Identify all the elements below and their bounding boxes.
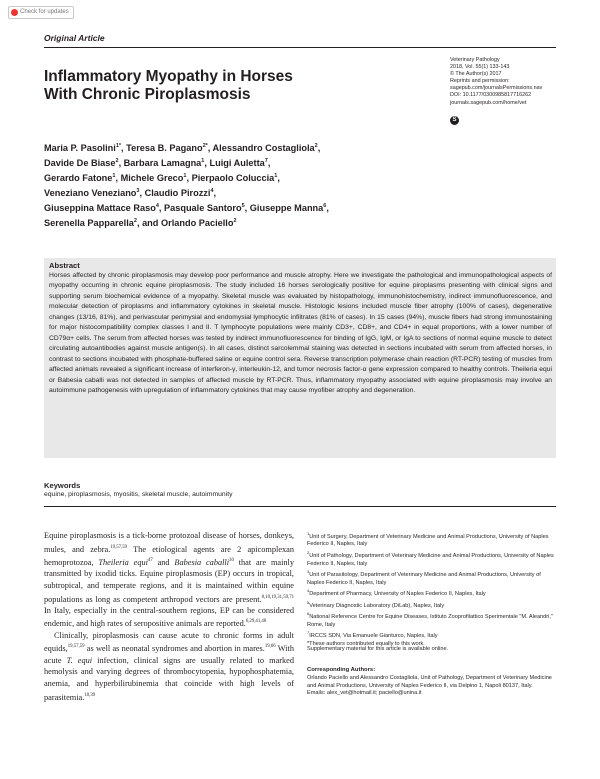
journal-home-link[interactable]: journals.sagepub.com/home/vet (450, 99, 527, 106)
author-sup: 2 (314, 143, 318, 149)
affiliation-7 (307, 629, 557, 640)
section-label: Original Article (44, 33, 105, 43)
species-name: Babesia caballi (174, 557, 230, 567)
text-run: The etiological agents are 2 apicomplexan hemoprotozoa, (44, 544, 294, 567)
aff-sup: 6 (307, 611, 310, 617)
corresponding-details (307, 675, 557, 698)
author[interactable]: Orlando Paciello (160, 218, 234, 229)
journal-info (450, 57, 580, 107)
abstract-heading: Abstract (49, 261, 80, 270)
text-run: that are mainly transmitted by ixodid ticks. Equine piroplasmosis (EP) occurs in tropical, subtropical, and temperate regions, and it is maintained within equine populations as long as competent arthropod vectors are present. (44, 557, 294, 604)
aff-sup: 1 (307, 531, 310, 536)
sage-logo-icon: S (450, 116, 459, 125)
title-line-2: With Chronic Piroplasmosis (44, 86, 251, 103)
author[interactable]: Davide De Biase (44, 158, 116, 169)
author-sup: 1 (112, 173, 116, 180)
author-sup: 1* (115, 143, 122, 149)
corresponding-heading: Corresponding Authors: (307, 667, 376, 673)
author-sup: 7 (264, 158, 268, 165)
equal-contribution-note: *These authors contributed equally to this work. (307, 640, 425, 647)
check-for-updates-badge[interactable] (8, 6, 74, 19)
citation[interactable]: 8,10,19,31,59,71 (261, 594, 294, 600)
affiliation-3 (307, 568, 557, 587)
journal-copyright: © The Author(s) 2017 (450, 71, 502, 78)
affiliations (307, 530, 557, 648)
author[interactable]: Giuseppina Mattace Raso (44, 203, 156, 214)
badge-label: Check for updates (20, 9, 69, 15)
author-sup: 2 (115, 158, 119, 165)
author-sup: 6 (323, 203, 327, 210)
affiliation-1 (307, 530, 557, 549)
author[interactable]: Claudio Pirozzi (144, 188, 211, 199)
body-paragraph-1 (44, 530, 294, 630)
corresponding-emails[interactable]: Emails: alex_vet@hotmail.it; paciello@unina.it (307, 690, 422, 697)
text-run: Equine piroplasmosis is a tick-borne protozoal disease of horses, donkeys, mules, and zebra. (44, 531, 294, 554)
species-name: T. equi (66, 655, 93, 665)
citation[interactable]: 19,66 (264, 644, 276, 650)
text-run: and (152, 557, 175, 567)
author[interactable]: Gerardo Fatone (44, 173, 113, 184)
affiliation-6 (307, 610, 557, 629)
author[interactable]: Alessandro Costagliola (212, 143, 315, 154)
text-run: In Italy, especially in the central-southern regions, EP can be considered endemic, and high rates of seropositive animals are reported. (44, 605, 294, 629)
aff-sup: 3 (307, 569, 310, 575)
aff-sup: 7 (307, 630, 310, 636)
author-sup: 2* (202, 143, 208, 149)
body-text (44, 530, 294, 703)
journal-doi[interactable]: DOI: 10.1177/0300985817716262 (450, 92, 532, 99)
text-run: as well as neonatal syndromes and abortion in mares. (84, 644, 265, 654)
corresponding-text: Orlando Paciello and Alessandro Costagliola, Unit of Pathology, Department of Veterinary Medicine and Animal Productions, University of Naples Federico II, via Delpino 1, Napoli 80137, Italy. (307, 675, 552, 689)
journal-permissions-link[interactable]: sagepub.com/journalsPermissions.nav (450, 85, 543, 92)
author[interactable]: Teresa B. Pagano (126, 143, 203, 154)
author[interactable]: Michele Greco (120, 173, 184, 184)
aff-text: Department of Pharmacy, University of Naples Federico II, Naples, Italy (309, 591, 486, 597)
author-conjunction: and (142, 218, 159, 229)
author[interactable]: Veneziano Veneziano (44, 188, 137, 199)
body-paragraph-2 (44, 630, 294, 703)
author-sup: 1 (183, 173, 187, 180)
aff-sup: 2 (307, 550, 310, 556)
author-sup: 2 (233, 218, 237, 225)
author-sup: 2 (133, 218, 137, 225)
author-sup: 1 (274, 173, 278, 180)
affiliation-5 (307, 599, 557, 610)
aff-sup: 5 (307, 599, 310, 605)
update-icon (11, 9, 18, 16)
keywords-heading: Keywords (44, 481, 81, 490)
author[interactable]: Giuseppe Manna (249, 203, 324, 214)
citation[interactable]: 19,57,59 (67, 644, 85, 650)
keywords-text: equine, piroplasmosis, myositis, skeletal muscle, autoimmunity (44, 491, 233, 498)
author[interactable]: Maria P. Pasolini (44, 143, 116, 154)
aff-text: Unit of Surgery, Department of Veterinary Medicine and Animal Productions, University of Naples Federico II, Naples, Italy (307, 533, 549, 548)
author[interactable]: Barbara Lamagna (123, 158, 202, 169)
author[interactable]: Pasquale Santoro (163, 203, 242, 214)
author-sup: 1 (201, 158, 205, 165)
aff-text: Veterinary Diagnostic Laboratory (DiLab), Naples, Italy (309, 602, 445, 609)
journal-volume: 2018, Vol. 55(1) 133-143 (450, 64, 510, 71)
aff-text: IRCCS SDN, Via Emanuele Gianturco, Naples, Italy (309, 632, 438, 639)
citation[interactable]: 6,29,41,48 (245, 619, 267, 625)
author-sup: 5 (241, 203, 245, 210)
species-name: Theileria equi (98, 557, 148, 567)
journal-reprints: Reprints and permission: (450, 78, 510, 85)
abstract-text: Horses affected by chronic piroplasmosis may develop poor performance and muscle atrophy. Here we investigate the pathological and immunopathological aspects of myopathy occurring in chronic equine piroplasmosis. The study included 16 horses serologically positive for equine piroplasms presenting with clinical signs and supporting serum biochemical evidence of a myopathy. Skeletal muscle was evaluated by histopathology, immunohistochemistry, indirect immunofluorescence, and molecular detection of piroplasms and inflammatory cytokines in skeletal muscle. Histologic lesions included muscle fiber atrophy (100% of cases), degenerative changes (13/16, 81%), and perivascular perimysial and endomysial lymphocytic infiltrates (81% of cases). In 15 cases (94%), muscle fibers had strong immunostaining for major histocompatibility complex classes I and II. T lymphocyte populations were mainly CD3+, CD8+, and CD4+ in equal proportions, with a lower number of CD79α+ cells. The serum from affected horses was tested by indirect immunofluorescence for binding of IgG, IgM, or IgA to sections of normal equine muscle to detect circulating autoantibodies against muscle antigen(s). In all cases, distinct sarcolemmal staining was detected in sections incubated with serum from affected horses, in contrast to sections incubated with phosphate-buffered saline or equine control sera. Reverse transcription polymerase chain reaction (RT-PCR) testing of muscles from affected animals revealed a significant increase of interferon-γ, interleukin-12, and tumor necrosis factor-α gene expression compared to healthy controls. Theileria equi or Babesia caballi was not detected in samples of affected muscle by RT-PCR. Thus, inflammatory myopathy associated with equine piroplasmosis may involve an autoimmune pathogenesis with upregulation of inflammatory cytokines that may cause myofiber atrophy and degeneration. (49, 272, 552, 394)
aff-text: National Reference Centre for Equine Diseases, Istituto Zooprofilattico Sperimentale "M. Aleandri," Rome, Italy (307, 613, 553, 628)
author[interactable]: Luigi Auletta (209, 158, 265, 169)
keywords-divider (44, 506, 556, 507)
header-divider (44, 47, 556, 48)
affiliation-2 (307, 549, 557, 568)
text-run: infection, clinical signs are usually related to marked hemolysis and varying degrees of thrombocytopenia, hypophosphatemia, anemia, and hyperbilirubinemia that coincide with high levels of parasitemia. (44, 655, 294, 702)
text-run: Clinically, piroplasmosis can cause acute to chronic forms in adult equids, (44, 630, 294, 654)
supplementary-note: Supplementary material for this article is available online. (307, 646, 449, 652)
citation[interactable]: 19,57,59 (110, 544, 128, 550)
journal-name: Veterinary Pathology (450, 57, 500, 63)
author[interactable]: Pierpaolo Coluccia (191, 173, 275, 184)
author[interactable]: Serenella Papparella (44, 218, 134, 229)
aff-text: Unit of Pathology, Department of Veterinary Medicine and Animal Productions, University of Naples Federico II, Naples, Italy (307, 552, 554, 567)
aff-sup: 4 (307, 588, 310, 594)
author-sup: 3 (136, 188, 140, 195)
aff-text: Unit of Parasitology, Department of Veterinary Medicine and Animal Productions, University of Naples Federico II, Naples, Italy (307, 571, 541, 586)
citation[interactable]: 47 (147, 557, 153, 563)
citation[interactable]: 30 (229, 557, 234, 563)
affiliation-4 (307, 587, 557, 598)
article-title (44, 68, 374, 104)
author-list: Maria P. Pasolini$^{1*}$, Teresa B. Pagano$^{2*}$, Alessandro Costagliola$^2$, Davide De Biase$^2$, Barbara Lamagna$^1$, Luigi Auletta$^7$, Gerardo Fatone$^1$, Michele Greco$^1$, Pierpaolo Coluccia$^1$, Veneziano Veneziano$^3$, Claudio Pirozzi$^4$, Giuseppina Mattace Raso$^4$, Pasquale Santoro$^5$, Giuseppe Manna$^6$, Serenella Papparella$^2$, and Orlando Paciello$^2$ (44, 143, 329, 229)
title-line-1: Inflammatory Myopathy in Horses (44, 68, 293, 85)
author-sup: 4 (210, 188, 214, 195)
author-sup: 4 (155, 203, 159, 210)
citation[interactable]: 18,39 (84, 692, 96, 698)
text-run: With acute (44, 644, 295, 665)
